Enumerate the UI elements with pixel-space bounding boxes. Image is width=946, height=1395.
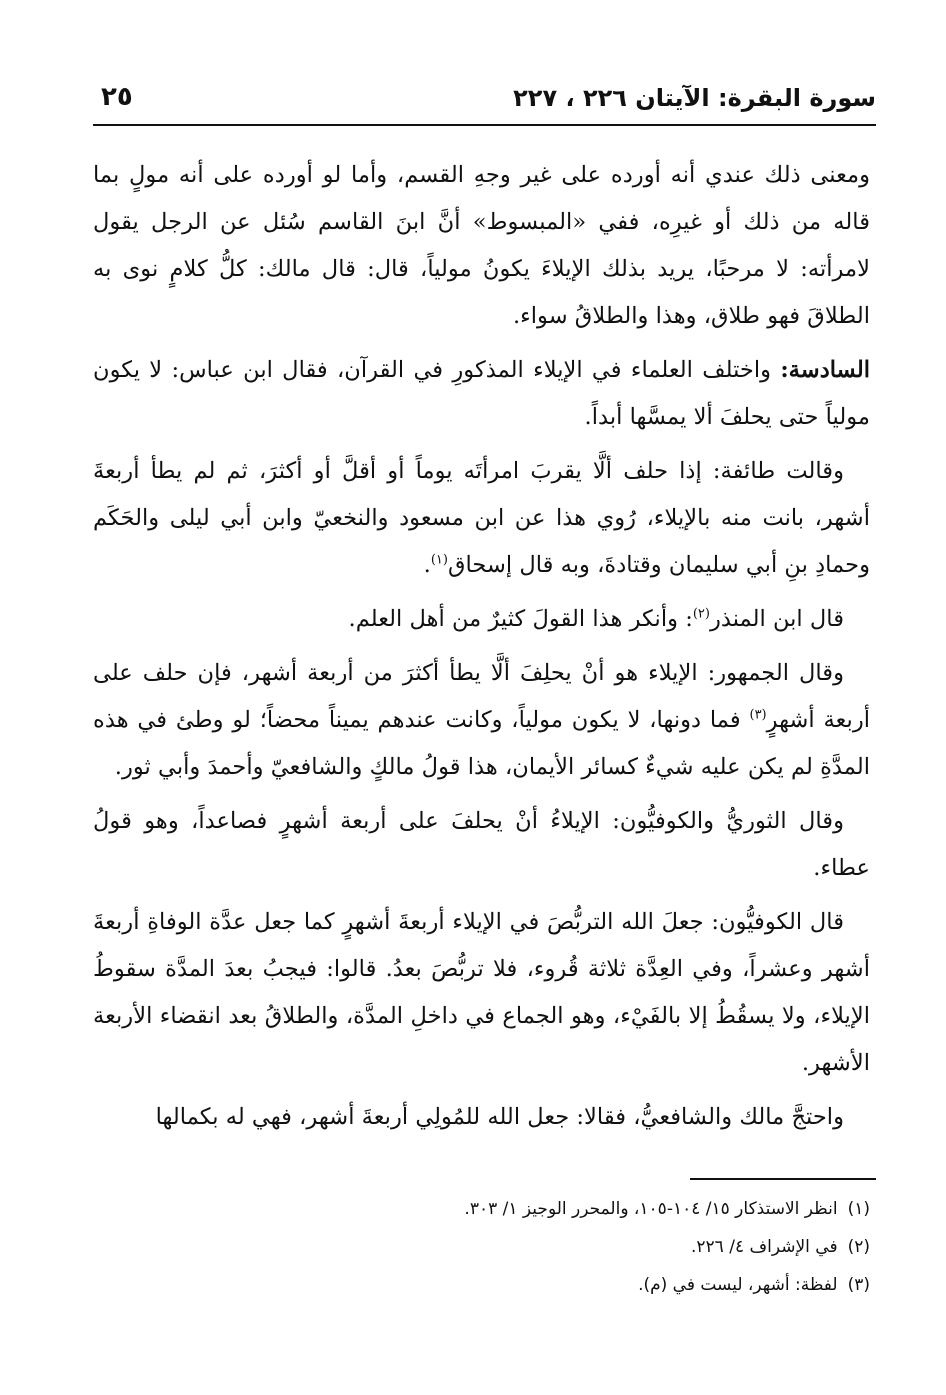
paragraph-text: وقال الثوريُّ والكوفيُّون: الإيلاءُ أنْ يحلفَ على أربعة أشهرٍ فصاعداً، وهو قولُ عطاء. bbox=[93, 808, 870, 881]
section-lead: السادسة: bbox=[780, 357, 870, 383]
paragraph-2 bbox=[93, 347, 870, 441]
paragraph-text: وقالت طائفة: إذا حلف ألَّا يقربَ امرأتَه يوماً أو أقلَّ أو أكثرَ، ثم لم يطأ أربعةَ أشهر، بانت منه بالإيلاء، رُوي هذا عن ابن مسعود والنخعيّ وابن أبي ليلى والحَكَم وحمادِ بنِ أبي سليمان وقتادةَ، وبه قال إسحاق bbox=[93, 458, 870, 578]
paragraph-1 bbox=[93, 152, 870, 340]
paragraph-4 bbox=[93, 596, 870, 643]
footnote-number: (٣) bbox=[847, 1275, 870, 1295]
footnotes bbox=[93, 1190, 870, 1304]
running-title: سورة البقرة: الآيتان ٢٢٦ ، ٢٢٧ bbox=[513, 84, 876, 112]
footnote-ref-1[interactable]: (١) bbox=[430, 552, 448, 568]
paragraph-6 bbox=[93, 798, 870, 892]
header-rule bbox=[93, 124, 876, 126]
page-header bbox=[93, 78, 876, 124]
footnote-text: في الإشراف ٤/ ٢٢٦. bbox=[690, 1237, 838, 1257]
footnote-text: انظر الاستذكار ١٥/ ١٠٤-١٠٥، والمحرر الوجيز ١/ ٣٠٣. bbox=[464, 1199, 838, 1219]
main-text bbox=[93, 152, 870, 1141]
footnote-ref-2[interactable]: (٢) bbox=[692, 606, 710, 622]
footnote-number: (١) bbox=[847, 1199, 870, 1219]
paragraph-tail: : وأنكر هذا القولَ كثيرٌ من أهل العلم. bbox=[348, 606, 693, 632]
paragraph-text: قال ابن المنذر bbox=[709, 606, 844, 632]
footnote-1 bbox=[93, 1190, 870, 1228]
paragraph-7 bbox=[93, 899, 870, 1087]
footnote-number: (٢) bbox=[847, 1237, 870, 1257]
paragraph-5 bbox=[93, 650, 870, 791]
paragraph-8 bbox=[93, 1094, 870, 1141]
paragraph-text: وقال الجمهور: الإيلاء هو أنْ يحلِفَ ألَّا يطأ أكثرَ من أربعة أشهر، فإن حلف على أربعة أشهرٍ bbox=[93, 660, 871, 733]
footnote-2 bbox=[93, 1228, 870, 1266]
paragraph-text: واختلف العلماء في الإيلاء المذكورِ في القرآن، فقال ابن عباس: لا يكون مولياً حتى يحلفَ ألا يمسَّها أبداً. bbox=[93, 357, 870, 430]
footnote-text: لفظة: أشهر، ليست في (م). bbox=[638, 1275, 838, 1295]
paragraph-3 bbox=[93, 448, 870, 589]
paragraph-text: ومعنى ذلك عندي أنه أورده على غير وجهِ القسم، وأما لو أورده على أنه مولٍ بما قاله من ذلك أو غيرِه، ففي «المبسوط» أنَّ ابنَ القاسم سُئل عن الرجل يقول لامرأته: لا مرحبًا، يريد بذلك الإيلاءَ يكونُ مولياً، قال: قال مالك: كلُّ كلامٍ نوى به الطلاقَ فهو طلاق، وهذا والطلاقُ سواء. bbox=[93, 162, 870, 329]
footnote-rule bbox=[690, 1178, 876, 1180]
paragraph-tail: فما دونها، لا يكون مولياً، وكانت عندهم يميناً محضاً؛ لو وطئ في هذه المدَّةِ لم يكن عليه شيءٌ كسائر الأيمان، هذا قولُ مالكٍ والشافعيّ وأحمدَ وأبي ثور. bbox=[93, 707, 870, 780]
footnote-3 bbox=[93, 1266, 870, 1304]
paragraph-text: قال الكوفيُّون: جعلَ الله التربُّصَ في الإيلاء أربعةَ أشهرٍ كما جعل عدَّة الوفاةِ أربعةَ أشهر وعشراً، وفي العِدَّة ثلاثة قُروء، فلا تربُّصَ بعدُ. قالوا: فيجبُ بعدَ المدَّة سقوطُ الإيلاء، ولا يسقُطُ إلا بالفَيْء، وهو الجماع في داخلِ المدَّة، والطلاقُ بعد انقضاء الأربعة الأشهر. bbox=[93, 909, 870, 1076]
page-number: ٢٥ bbox=[101, 82, 133, 112]
paragraph-tail: . bbox=[423, 552, 431, 578]
paragraph-text: واحتجَّ مالك والشافعيُّ، فقالا: جعل الله للمُولِي أربعةَ أشهر، فهي له بكمالها bbox=[155, 1104, 844, 1130]
footnote-ref-3[interactable]: (٣) bbox=[749, 707, 767, 723]
